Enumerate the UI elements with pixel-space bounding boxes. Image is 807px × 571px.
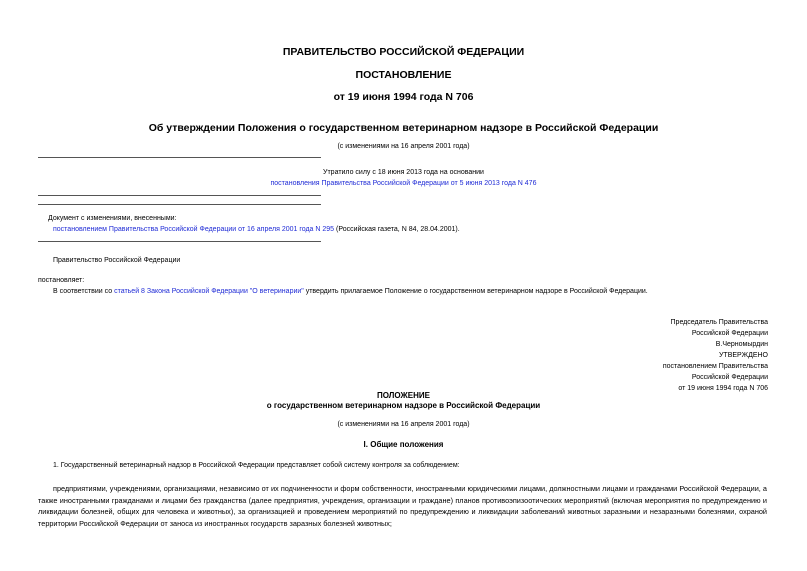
section-heading: I. Общие положения bbox=[363, 440, 444, 449]
regulation-subheading: о государственном ветеринарном надзоре в Российской Федерации bbox=[266, 401, 541, 410]
paragraph-1: 1. Государственный ветеринарный надзор в Российской Федерации представляет собой систему контроля за соблюдением: bbox=[53, 462, 460, 469]
government-name: ПРАВИТЕЛЬСТВО РОССИЙСКОЙ ФЕДЕРАЦИИ bbox=[282, 46, 525, 58]
decree-text-after: утвердить прилагаемое Положение о государственном ветеринарном надзоре в Российской Федерации. bbox=[303, 288, 648, 295]
approved-line-1: постановлением Правительства bbox=[662, 363, 768, 370]
document-type: ПОСТАНОВЛЕНИЕ bbox=[355, 69, 452, 81]
approved-label: УТВЕРЖДЕНО bbox=[718, 352, 768, 359]
amending-decree-link[interactable]: постановлением Правительства Российской Федерации от 16 апреля 2001 года N 295 bbox=[53, 226, 335, 233]
decrees-word: постановляет: bbox=[38, 277, 85, 284]
divider bbox=[38, 241, 321, 242]
approved-date: от 19 июня 1994 года N 706 bbox=[678, 385, 768, 392]
signature-line-2: Российской Федерации bbox=[691, 330, 768, 337]
regulation-amend-note: (с изменениями на 16 апреля 2001 года) bbox=[337, 421, 470, 428]
divider bbox=[38, 157, 321, 158]
paragraph-2: предприятиями, учреждениями, организациями, независимо от их подчиненности и форм собственности, иностранными юридическими лицами, должностными лицами и гражданами Российской Федерации, а также иностранными гражданами и лицами без гражданства (далее предприятия, учреждения, организации и граждане) планов противоэпизоотических мероприятий (включая мероприятия по предупреждению и ликвидации болезней, общих для человека и животных), за организацией и проведением мероприятий по предупреждению и ликвидации заболеваний животных заразными и незаразными болезнями, охраной территории Российской Федерации от заноса из иностранных государств заразных болезней животных; bbox=[38, 484, 767, 528]
issuer: Правительство Российской Федерации bbox=[53, 257, 181, 264]
regulation-heading: ПОЛОЖЕНИЕ bbox=[377, 391, 430, 400]
amendment-note: (с изменениями на 16 апреля 2001 года) bbox=[337, 143, 470, 150]
decree-text bbox=[53, 288, 648, 295]
changes-line bbox=[53, 226, 460, 233]
changes-source: (Российская газета, N 84, 28.04.2001). bbox=[334, 226, 460, 233]
signature-line-1: Председатель Правительства bbox=[670, 319, 768, 326]
changes-label: Документ с изменениями, внесенными: bbox=[48, 215, 177, 222]
approved-line-2: Российской Федерации bbox=[691, 374, 768, 381]
repeal-decree-link[interactable]: постановления Правительства Российской Федерации от 5 июня 2013 года N 476 bbox=[270, 180, 537, 187]
lost-force-note: Утратило силу с 18 июня 2013 года на основании bbox=[323, 169, 484, 176]
veterinary-law-link[interactable]: статьей 8 Закона Российской Федерации "О ветеринарии" bbox=[114, 288, 304, 295]
divider bbox=[38, 204, 321, 205]
document-title: Об утверждении Положения о государственном ветеринарном надзоре в Российской Федерации bbox=[148, 122, 659, 134]
signature-name: В.Черномырдин bbox=[715, 341, 768, 348]
document-date: от 19 июня 1994 года N 706 bbox=[333, 91, 474, 103]
decree-text-before: В соответствии со bbox=[53, 288, 115, 295]
divider bbox=[38, 195, 321, 196]
